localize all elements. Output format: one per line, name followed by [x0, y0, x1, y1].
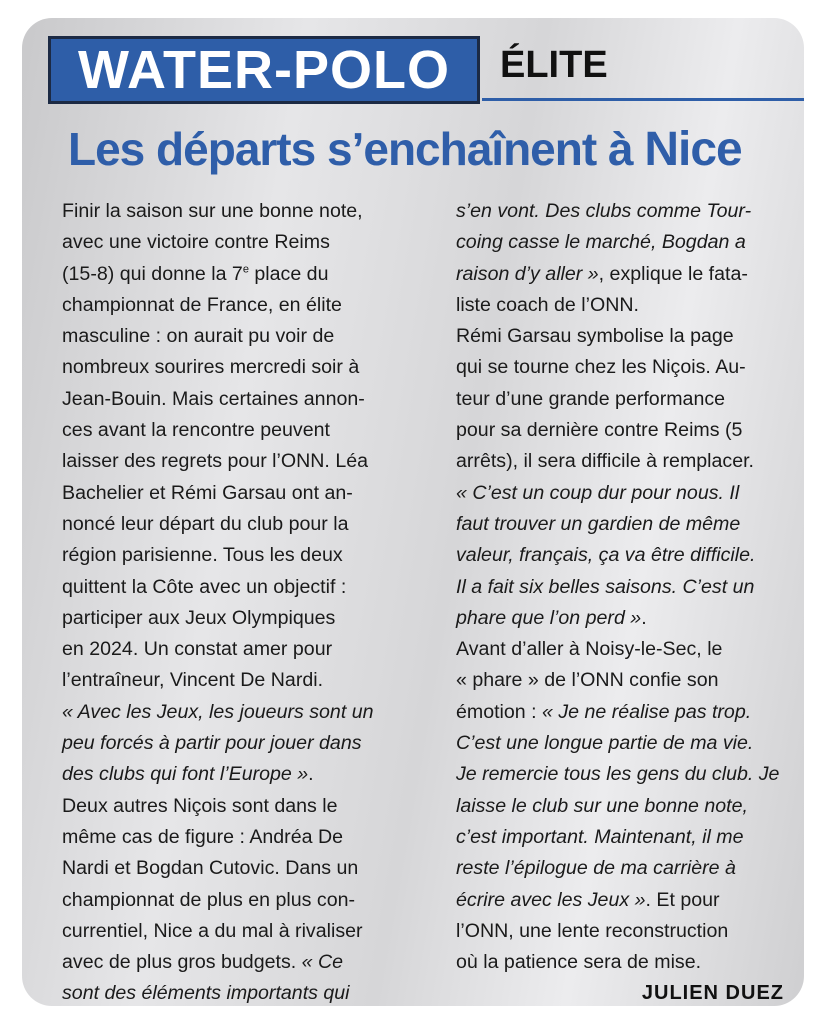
byline: JULIEN DUEZ [641, 982, 784, 1004]
text-line [62, 665, 434, 696]
kicker-label: WATER-POLO [78, 40, 450, 100]
text-line [62, 791, 434, 822]
line-text: Nardi et Bogdan Cutovic. Dans un [62, 857, 359, 880]
line-text: Finir la saison sur une bonne note, [62, 200, 363, 222]
line-text-tail: . [308, 763, 314, 786]
right-column [456, 196, 804, 978]
line-text: « C’est un coup dur pour nous. Il [456, 481, 740, 504]
line-text: phare que l’on perd » [456, 606, 642, 629]
line-text-tail: . [641, 606, 647, 629]
left-column [62, 196, 434, 1006]
line-text: avec de plus gros budgets. [62, 951, 302, 974]
line-text: currentiel, Nice a du mal à rivaliser [62, 919, 363, 942]
superscript: e [242, 263, 249, 276]
line-text: championnat de plus en plus con- [62, 888, 356, 911]
line-text: ces avant la rencontre peuvent [62, 419, 330, 442]
text-line [62, 947, 434, 978]
text-line [456, 478, 804, 509]
text-line [62, 384, 434, 415]
text-line [62, 603, 434, 634]
line-text: (15-8) qui donne la 7 [62, 262, 243, 285]
text-line [456, 540, 804, 571]
line-text: laisser des regrets pour l’ONN. Léa [62, 450, 369, 473]
line-text: participer aux Jeux Olympiques [62, 606, 336, 629]
line-text: région parisienne. Tous les deux [62, 544, 343, 567]
line-text: s’en vont. Des clubs comme Tour- [456, 200, 752, 222]
text-line [456, 415, 804, 446]
line-text: pour sa dernière contre Reims (5 [456, 419, 743, 442]
line-text: laisse le club sur une bonne note, [456, 794, 748, 817]
line-text-tail: , explique le fata- [598, 262, 748, 285]
article-card [22, 18, 804, 1006]
line-text: teur d’une grande performance [456, 387, 726, 410]
line-text: avec une victoire contre Reims [62, 231, 330, 254]
line-text-quote: « Je ne réalise pas trop. [542, 700, 752, 723]
line-text: arrêts), il sera difficile à remplacer. [456, 450, 755, 473]
text-line [456, 384, 804, 415]
text-line [456, 697, 804, 728]
line-text: valeur, français, ça va être difficile. [456, 544, 756, 567]
section-rule [482, 98, 804, 101]
text-line [62, 885, 434, 916]
text-line [62, 509, 434, 540]
headline-place: Nice [644, 123, 742, 176]
text-line [62, 227, 434, 258]
text-line [456, 665, 804, 696]
line-text: C’est une longue partie de ma vie. [456, 732, 754, 755]
text-line [456, 259, 804, 290]
text-line [62, 478, 434, 509]
line-text: même cas de figure : Andréa De [62, 825, 343, 848]
line-text: où la patience sera de mise. [456, 951, 702, 974]
text-line [62, 697, 434, 728]
line-text: Jean-Bouin. Mais certaines annon- [62, 387, 365, 410]
line-text: Avant d’aller à Noisy-le-Sec, le [456, 638, 723, 661]
text-line [62, 822, 434, 853]
section-label: ÉLITE [500, 44, 608, 86]
line-text: Deux autres Niçois sont dans le [62, 794, 338, 817]
line-text: quittent la Côte avec un objectif : [62, 575, 347, 598]
line-text: c’est important. Maintenant, il me [456, 825, 744, 848]
text-line [456, 947, 804, 978]
line-text: l’ONN, une lente reconstruction [456, 919, 729, 942]
line-text: Je remercie tous les gens du club. Je [456, 763, 780, 786]
line-text: l’entraîneur, Vincent De Nardi. [62, 669, 324, 692]
headline [68, 122, 804, 177]
text-line [456, 759, 804, 790]
line-text: nombreux sourires mercredi soir à [62, 356, 360, 379]
text-line [456, 446, 804, 477]
text-line [456, 728, 804, 759]
line-text: liste coach de l’ONN. [456, 293, 639, 316]
text-line [62, 196, 434, 227]
line-text: en 2024. Un constat amer pour [62, 638, 333, 661]
text-line [62, 728, 434, 759]
text-line [62, 259, 434, 290]
line-text: coing casse le marché, Bogdan a [456, 231, 746, 254]
line-text: sont des éléments importants qui [62, 982, 350, 1005]
line-text: masculine : on aurait pu voir de [62, 325, 335, 348]
line-text: raison d’y aller » [456, 262, 599, 285]
text-line [456, 196, 804, 227]
line-text: Bachelier et Rémi Garsau ont an- [62, 481, 353, 504]
text-line [62, 759, 434, 790]
line-text-tail: . Et pour [645, 888, 720, 911]
text-line [62, 446, 434, 477]
line-text-quote: « Ce [301, 951, 344, 974]
line-text: noncé leur départ du club pour la [62, 512, 349, 535]
text-line [456, 853, 804, 884]
text-line [62, 352, 434, 383]
text-line [456, 885, 804, 916]
text-line [62, 321, 434, 352]
line-text: championnat de France, en élite [62, 293, 342, 316]
line-text-tail: place du [248, 262, 329, 285]
text-line [456, 572, 804, 603]
text-line [456, 603, 804, 634]
line-text: « phare » de l’ONN confie son [456, 669, 719, 692]
line-text: « Avec les Jeux, les joueurs sont un [62, 700, 374, 723]
text-line [456, 227, 804, 258]
text-line [456, 791, 804, 822]
line-text: faut trouver un gardien de même [456, 512, 741, 535]
text-line [62, 572, 434, 603]
text-line [62, 634, 434, 665]
line-text: Il a fait six belles saisons. C’est un [456, 575, 755, 598]
text-line [456, 509, 804, 540]
text-line [456, 321, 804, 352]
text-line [456, 634, 804, 665]
text-line [456, 290, 804, 321]
text-line [62, 540, 434, 571]
text-line [62, 415, 434, 446]
text-line [62, 978, 434, 1006]
line-text: émotion : [456, 700, 543, 723]
line-text: Rémi Garsau symbolise la page [456, 325, 734, 348]
line-text: écrire avec les Jeux » [456, 888, 646, 911]
text-line [456, 916, 804, 947]
line-text: des clubs qui font l’Europe » [62, 763, 309, 786]
headline-main: Les départs s’enchaînent à [68, 123, 633, 175]
line-text: qui se tourne chez les Niçois. Au- [456, 356, 746, 379]
text-line [62, 853, 434, 884]
line-text: peu forcés à partir pour jouer dans [62, 732, 362, 755]
text-line [456, 822, 804, 853]
kicker-banner [48, 36, 480, 104]
text-line [456, 352, 804, 383]
text-line [62, 290, 434, 321]
text-line [62, 916, 434, 947]
line-text: reste l’épilogue de ma carrière à [456, 857, 736, 880]
